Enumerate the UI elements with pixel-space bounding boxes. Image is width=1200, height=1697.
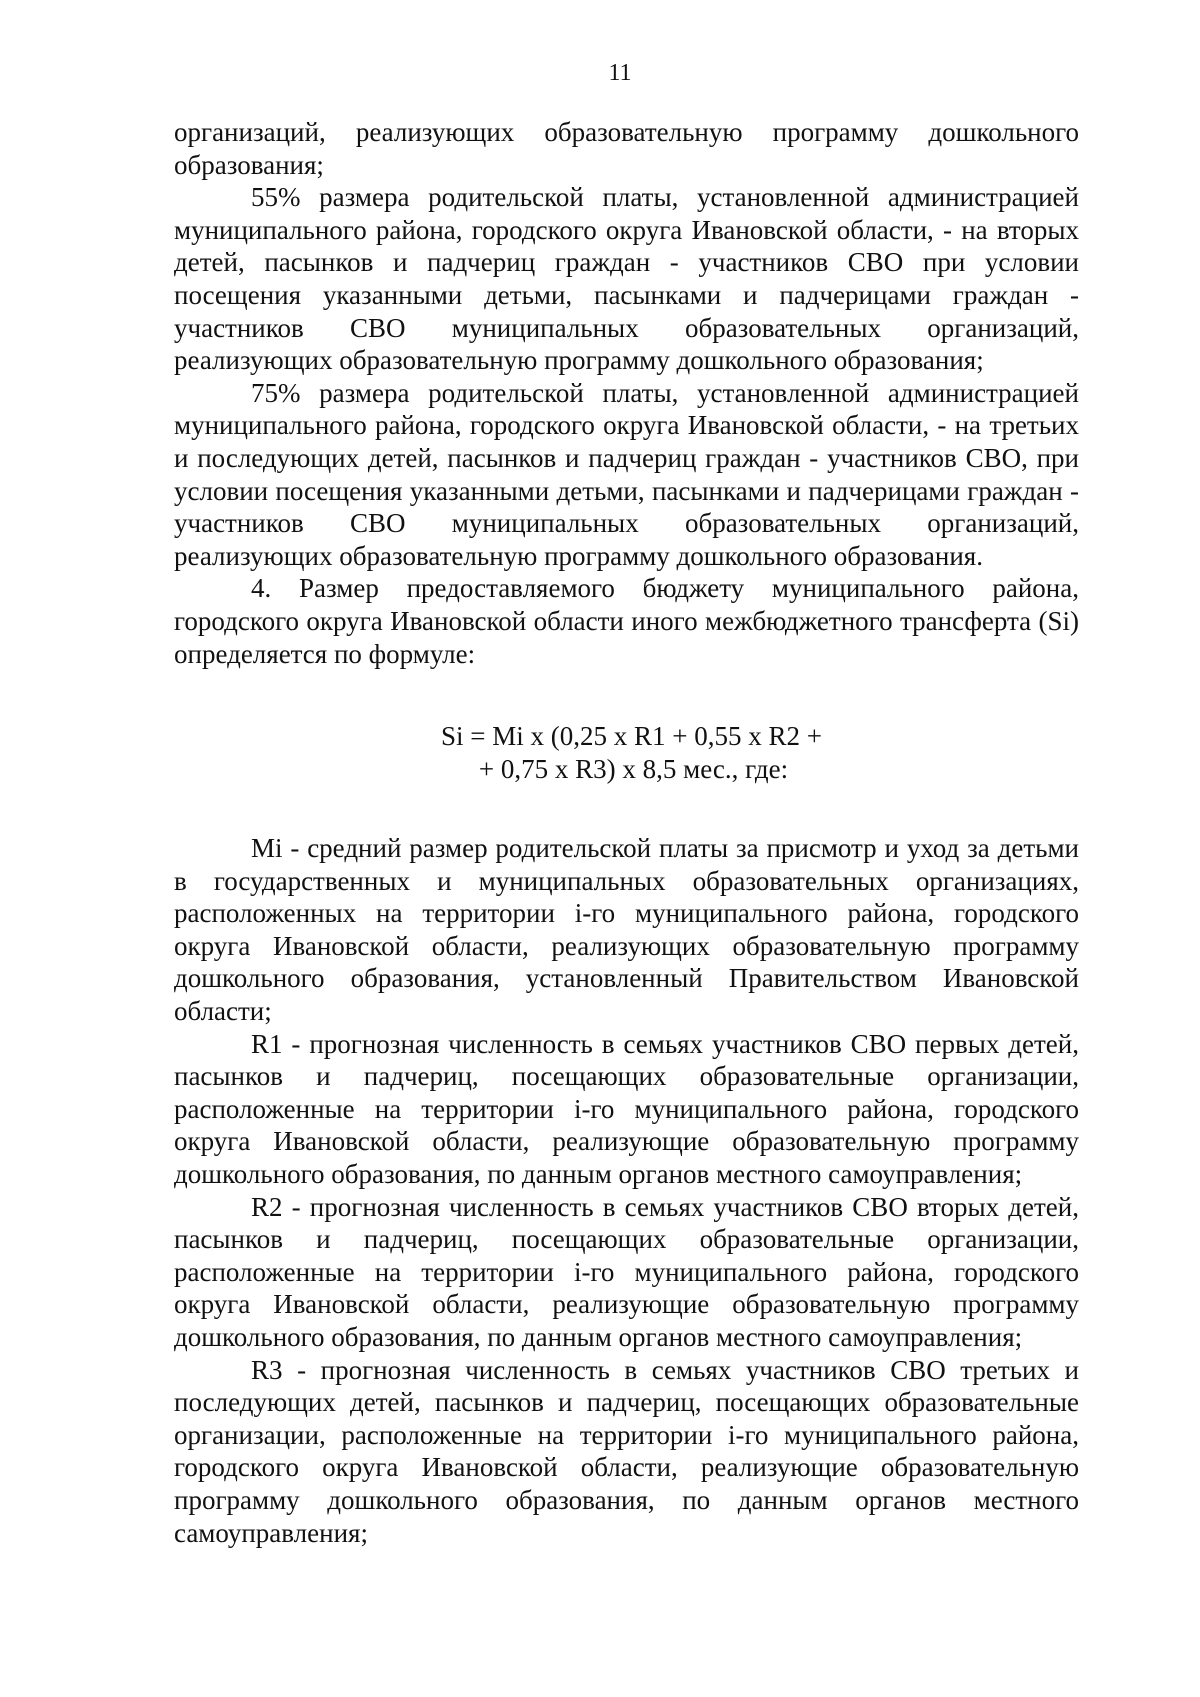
definition-r3: R3 - прогнозная численность в семьях участников СВО третьих и последующих детей, пасынков и падчериц, посещающих образовательные организации, расположенные на территории i-го муниципального района, городского округа Ивановской области, реализующие образовательную программу дошкольного образования, по данным органов местного самоуправления; <box>174 1354 1079 1548</box>
paragraph-55-percent: 55% размера родительской платы, установленной администрацией муниципального района, городского округа Ивановской области, - на вторых детей, пасынков и падчериц граждан - участников СВО при условии посещения указанными детьми, пасынками и падчерицами граждан - участников СВО муниципальных образовательных организаций, реализующих образовательную программу дошкольного образования; <box>174 182 1079 376</box>
formula-line-1: Si = Mi x (0,25 x R1 + 0,55 x R2 + <box>441 721 822 752</box>
definition-r2: R2 - прогнозная численность в семьях участников СВО вторых детей, пасынков и падчериц, посещающих образовательные организации, расположенные на территории i-го муниципального района, городского округа Ивановской области, реализующие образовательную программу дошкольного образования, по данным органов местного самоуправления; <box>174 1191 1079 1352</box>
paragraph-75-percent: 75% размера родительской платы, установленной администрацией муниципального района, городского округа Ивановской области, - на третьих и последующих детей, пасынков и падчериц граждан - участников СВО, при условии посещения указанными детьми, пасынками и падчерицами граждан - участников СВО муниципальных образовательных организаций, реализующих образовательную программу дошкольного образования. <box>174 377 1079 571</box>
page-number: 11 <box>608 60 632 86</box>
definition-mi: Mi - средний размер родительской платы за присмотр и уход за детьми в государственных и муниципальных образовательных организациях, расположенных на территории i-го муниципального района, городского округа Ивановской области, реализующих образовательную программу дошкольного образования, установленный Правительством Ивановской области; <box>174 833 1079 1027</box>
paragraph-continuation: организаций, реализующих образовательную программу дошкольного образования; <box>174 117 1079 180</box>
paragraph-item-4: 4. Размер предоставляемого бюджету муниципального района, городского округа Ивановской области иного межбюджетного трансферта (Si) определяется по формуле: <box>174 573 1079 669</box>
document-body <box>174 116 1079 1549</box>
formula-line-2: + 0,75 x R3) x 8,5 мес., где: <box>478 754 789 785</box>
formula-block <box>174 720 1079 786</box>
definition-r1: R1 - прогнозная численность в семьях участников СВО первых детей, пасынков и падчериц, посещающих образовательные организации, расположенные на территории i-го муниципального района, городского округа Ивановской области, реализующие образовательную программу дошкольного образования, по данным органов местного самоуправления; <box>174 1028 1079 1190</box>
